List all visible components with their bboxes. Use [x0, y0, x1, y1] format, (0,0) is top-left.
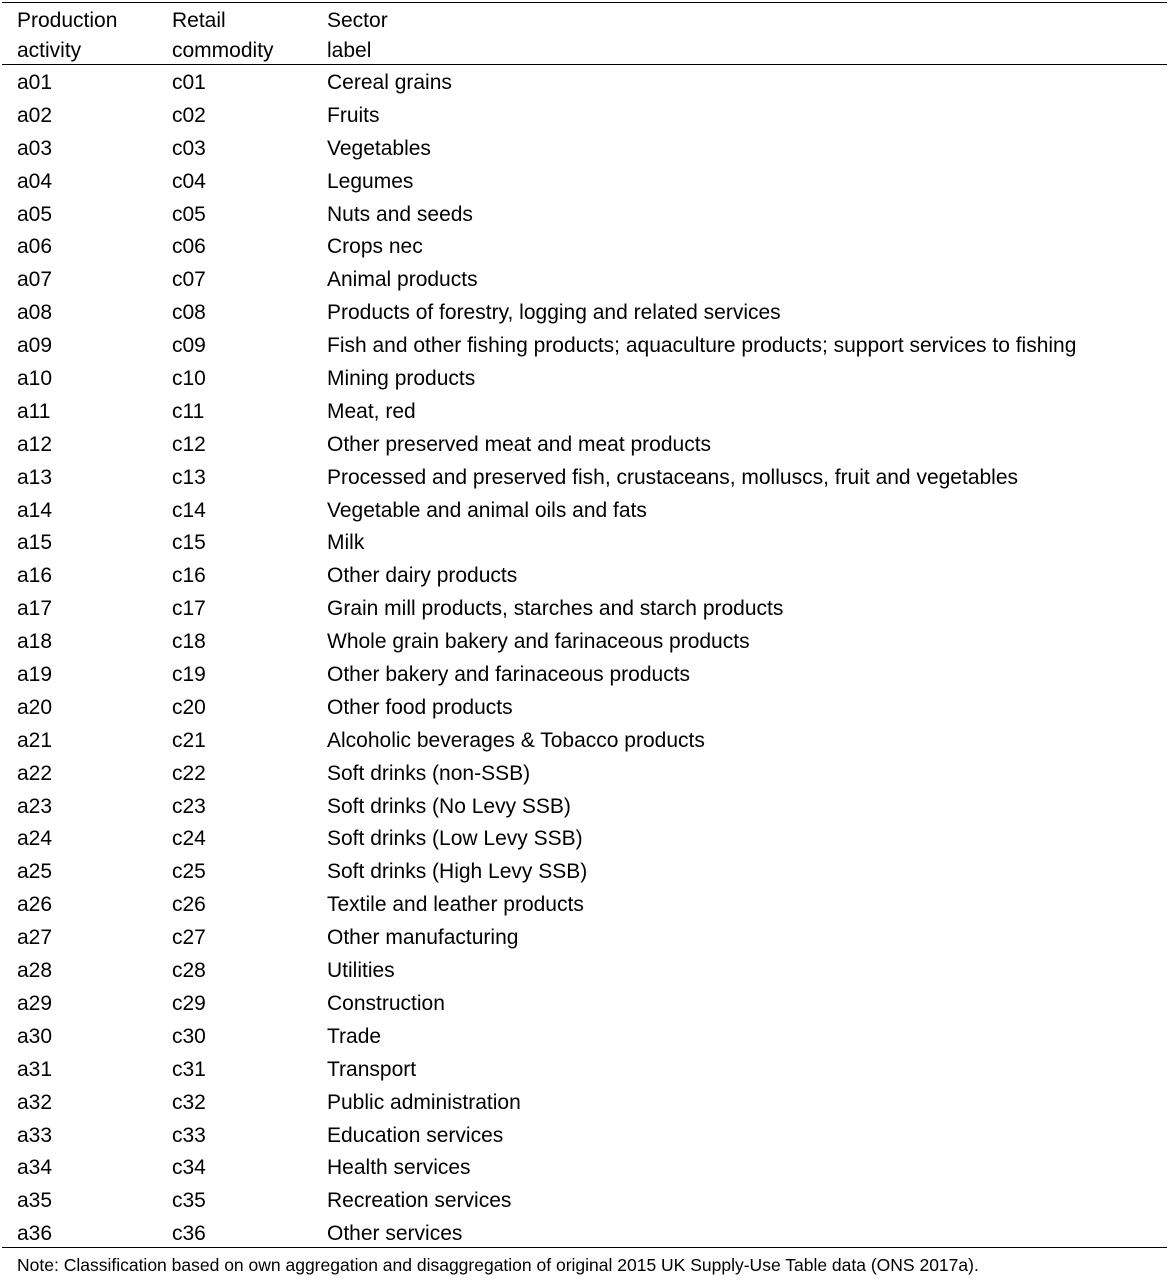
retail-commodity-cell: c21	[172, 728, 206, 752]
table-row	[0, 889, 1169, 922]
production-activity-cell: a36	[17, 1222, 53, 1246]
table-row	[0, 1054, 1169, 1087]
sector-label-cell: Nuts and seeds	[327, 202, 473, 226]
production-activity-cell: a25	[17, 860, 53, 884]
sector-label-cell: Products of forestry, logging and related services	[327, 301, 781, 325]
table-row	[0, 922, 1169, 955]
production-activity-cell: a28	[17, 959, 53, 983]
table-row	[0, 626, 1169, 659]
retail-commodity-cell: c14	[172, 498, 206, 522]
sector-label-cell: Meat, red	[327, 399, 416, 423]
sector-label-cell: Other manufacturing	[327, 926, 519, 950]
production-activity-cell: a30	[17, 1024, 53, 1048]
retail-commodity-cell: c13	[172, 465, 206, 489]
table-row	[0, 264, 1169, 297]
sector-label-cell: Vegetable and animal oils and fats	[327, 498, 647, 522]
retail-commodity-cell: c29	[172, 991, 206, 1015]
sector-label-cell: Soft drinks (non-SSB)	[327, 761, 531, 785]
sector-label-cell: Soft drinks (No Levy SSB)	[327, 794, 571, 818]
production-activity-cell: a06	[17, 235, 53, 259]
retail-commodity-cell: c19	[172, 663, 206, 687]
table-row	[0, 231, 1169, 264]
retail-commodity-cell: c31	[172, 1057, 206, 1081]
retail-commodity-cell: c30	[172, 1024, 206, 1048]
production-activity-cell: a04	[17, 169, 53, 193]
sector-label-cell: Mining products	[327, 367, 476, 391]
table-row	[0, 823, 1169, 856]
sector-label-cell: Processed and preserved fish, crustaceans, molluscs, fruit and vegetables	[327, 465, 1019, 489]
table-body	[0, 67, 1169, 1251]
production-activity-cell: a31	[17, 1057, 53, 1081]
retail-commodity-cell: c11	[172, 399, 205, 423]
sector-label-cell: Utilities	[327, 959, 395, 983]
sector-label-cell: Other dairy products	[327, 564, 518, 588]
production-activity-cell: a22	[17, 761, 53, 785]
header-sector-label-line2: label	[327, 39, 372, 62]
retail-commodity-cell: c03	[172, 136, 206, 160]
production-activity-cell: a12	[17, 432, 53, 456]
retail-commodity-cell: c08	[172, 301, 206, 325]
retail-commodity-cell: c16	[172, 564, 206, 588]
table-row	[0, 429, 1169, 462]
sector-label-cell: Milk	[327, 531, 365, 555]
table-row	[0, 955, 1169, 988]
table-row	[0, 758, 1169, 791]
production-activity-cell: a34	[17, 1156, 53, 1180]
sector-label-cell: Other preserved meat and meat products	[327, 432, 712, 456]
sector-label-cell: Construction	[327, 991, 445, 1015]
sector-label-cell: Grain mill products, starches and starch products	[327, 597, 784, 621]
production-activity-cell: a21	[17, 728, 53, 752]
production-activity-cell: a03	[17, 136, 53, 160]
retail-commodity-cell: c33	[172, 1123, 206, 1147]
table-row	[0, 527, 1169, 560]
table-note: Note: Classification based on own aggregation and disaggregation of original 2015 UK Supply-Use Table data (ONS 2017a).	[17, 1255, 979, 1275]
table-row	[0, 462, 1169, 495]
production-activity-cell: a26	[17, 893, 53, 917]
table-row	[0, 1087, 1169, 1120]
table-row	[0, 100, 1169, 133]
header-retail-commodity	[172, 6, 274, 66]
sector-label-cell: Whole grain bakery and farinaceous products	[327, 630, 750, 654]
production-activity-cell: a19	[17, 663, 53, 687]
retail-commodity-cell: c07	[172, 268, 206, 292]
production-activity-cell: a07	[17, 268, 53, 292]
retail-commodity-cell: c32	[172, 1090, 206, 1114]
sector-label-cell: Transport	[327, 1057, 417, 1081]
retail-commodity-cell: c05	[172, 202, 206, 226]
header-retail-commodity-line1: Retail	[172, 9, 226, 32]
table-row	[0, 396, 1169, 429]
production-activity-cell: a29	[17, 991, 53, 1015]
retail-commodity-cell: c23	[172, 794, 206, 818]
retail-commodity-cell: c24	[172, 827, 206, 851]
production-activity-cell: a14	[17, 498, 53, 522]
sector-label-cell: Education services	[327, 1123, 504, 1147]
sector-label-cell: Crops nec	[327, 235, 423, 259]
production-activity-cell: a16	[17, 564, 53, 588]
retail-commodity-cell: c06	[172, 235, 206, 259]
retail-commodity-cell: c01	[172, 71, 206, 94]
table-row	[0, 692, 1169, 725]
production-activity-cell: a20	[17, 695, 53, 719]
sector-label-cell: Other services	[327, 1222, 463, 1246]
production-activity-cell: a02	[17, 103, 53, 127]
production-activity-cell: a24	[17, 827, 53, 851]
table-row	[0, 133, 1169, 166]
retail-commodity-cell: c26	[172, 893, 206, 917]
table-row	[0, 199, 1169, 232]
sector-label-cell: Alcoholic beverages & Tobacco products	[327, 728, 705, 752]
sector-label-cell: Other food products	[327, 695, 513, 719]
production-activity-cell: a35	[17, 1189, 53, 1213]
header-production-activity-line2: activity	[17, 39, 82, 62]
production-activity-cell: a18	[17, 630, 53, 654]
sector-label-cell: Soft drinks (Low Levy SSB)	[327, 827, 583, 851]
production-activity-cell: a08	[17, 301, 53, 325]
sector-label-cell: Other bakery and farinaceous products	[327, 663, 691, 687]
table-row	[0, 297, 1169, 330]
retail-commodity-cell: c15	[172, 531, 206, 555]
sector-label-cell: Cereal grains	[327, 71, 452, 94]
production-activity-cell: a11	[17, 399, 51, 423]
sector-label-cell: Trade	[327, 1024, 382, 1048]
sector-label-cell: Animal products	[327, 268, 478, 292]
production-activity-cell: a32	[17, 1090, 53, 1114]
retail-commodity-cell: c18	[172, 630, 206, 654]
retail-commodity-cell: c28	[172, 959, 206, 983]
retail-commodity-cell: c09	[172, 334, 206, 358]
retail-commodity-cell: c10	[172, 367, 206, 391]
production-activity-cell: a33	[17, 1123, 53, 1147]
table-row	[0, 560, 1169, 593]
table-row	[0, 593, 1169, 626]
production-activity-cell: a10	[17, 367, 53, 391]
production-activity-cell: a15	[17, 531, 53, 555]
production-activity-cell: a13	[17, 465, 53, 489]
table-header-rule	[2, 64, 1167, 65]
production-activity-cell: a09	[17, 334, 53, 358]
table-row	[0, 330, 1169, 363]
sector-label-cell: Textile and leather products	[327, 893, 584, 917]
table-row	[0, 988, 1169, 1021]
header-production-activity-line1: Production	[17, 9, 118, 32]
retail-commodity-cell: c27	[172, 926, 206, 950]
production-activity-cell: a27	[17, 926, 53, 950]
retail-commodity-cell: c12	[172, 432, 206, 456]
table-row	[0, 67, 1169, 100]
header-production-activity	[17, 6, 117, 66]
production-activity-cell: a17	[17, 597, 53, 621]
header-sector-label-line1: Sector	[327, 9, 388, 32]
table-row	[0, 1185, 1169, 1218]
retail-commodity-cell: c34	[172, 1156, 206, 1180]
table-row	[0, 856, 1169, 889]
table-top-rule	[2, 2, 1167, 3]
header-retail-commodity-line2: commodity	[172, 39, 274, 62]
retail-commodity-cell: c36	[172, 1222, 206, 1246]
retail-commodity-cell: c25	[172, 860, 206, 884]
sector-label-cell: Legumes	[327, 169, 414, 193]
production-activity-cell: a01	[17, 71, 53, 94]
sector-label-cell: Vegetables	[327, 136, 431, 160]
sector-label-cell: Public administration	[327, 1090, 521, 1114]
retail-commodity-cell: c20	[172, 695, 206, 719]
table-row	[0, 1021, 1169, 1054]
table-row	[0, 1120, 1169, 1153]
retail-commodity-cell: c22	[172, 761, 206, 785]
production-activity-cell: a23	[17, 794, 53, 818]
table-row	[0, 166, 1169, 199]
header-sector-label	[327, 6, 388, 66]
table-row	[0, 791, 1169, 824]
retail-commodity-cell: c04	[172, 169, 206, 193]
retail-commodity-cell: c35	[172, 1189, 206, 1213]
sector-label-cell: Fruits	[327, 103, 380, 127]
table-row	[0, 1152, 1169, 1185]
table-bottom-rule	[2, 1247, 1167, 1248]
sector-label-cell: Recreation services	[327, 1189, 512, 1213]
production-activity-cell: a05	[17, 202, 53, 226]
sector-label-cell: Health services	[327, 1156, 471, 1180]
retail-commodity-cell: c17	[172, 597, 206, 621]
sector-label-cell: Fish and other fishing products; aquaculture products; support services to fishing	[327, 334, 1077, 358]
retail-commodity-cell: c02	[172, 103, 206, 127]
table-row	[0, 725, 1169, 758]
table-row	[0, 495, 1169, 528]
table-row	[0, 363, 1169, 396]
sector-label-cell: Soft drinks (High Levy SSB)	[327, 860, 588, 884]
table-row	[0, 659, 1169, 692]
